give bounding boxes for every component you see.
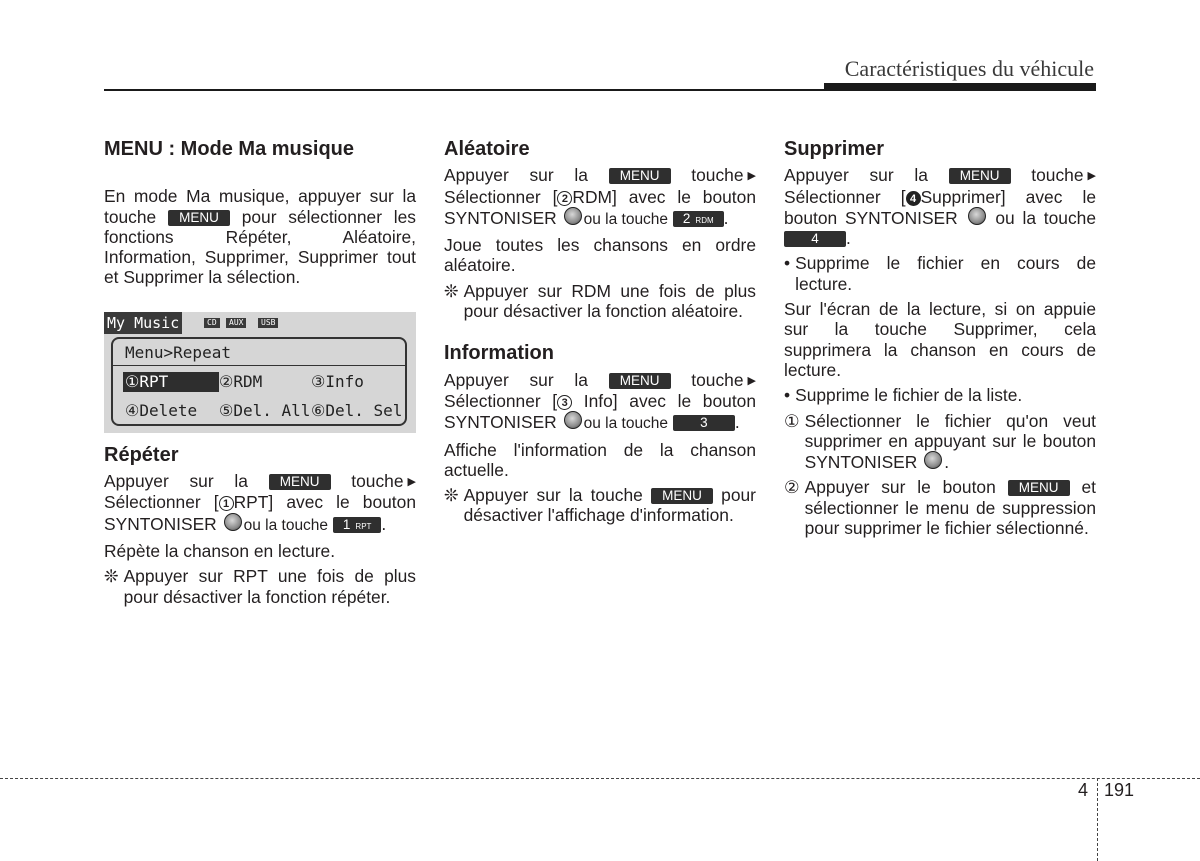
info-instructions: Appuyer sur la MENU touche ▶ Sélectionner [ 3 Info] avec le bouton SYNTONISER ou la touche 3 .	[444, 369, 757, 433]
delete-bullet-1	[784, 253, 1096, 294]
column-2	[444, 136, 756, 531]
screen-option-rpt: ①RPT	[123, 372, 219, 392]
info-note	[444, 485, 756, 526]
intro-text-a: En mode Ma musique, appuyer sur la touche	[104, 186, 416, 227]
intro-text-b: pour sélectionner les fonctions Répéter, Aléatoire, Information, Supprimer, Supprimer tout et Supprimer la sélection.	[104, 206, 416, 288]
running-header: Caractéristiques du véhicule	[844, 56, 1094, 81]
delete-step-2	[784, 477, 1096, 538]
random-text-e: ou la touche	[583, 210, 669, 228]
bullet-icon: •	[784, 253, 791, 274]
circled-number-icon: 3	[557, 395, 572, 410]
screen-divider	[113, 365, 405, 367]
tune-knob-icon	[224, 513, 242, 531]
section-title-information: Information	[444, 342, 554, 365]
step-2-icon: ②	[784, 477, 800, 498]
delete-bullet-2-text: Supprime le fichier de la liste.	[795, 385, 1023, 406]
preset-2-rdm-key-icon	[673, 211, 724, 227]
tune-knob-icon	[564, 207, 582, 225]
repeat-text-a: Appuyer sur la	[104, 471, 248, 492]
delete-text-c: Sélectionner [	[784, 186, 906, 207]
preset-4-key-icon: 4	[784, 231, 846, 247]
screen-option-delete: ④Delete	[125, 400, 198, 420]
repeat-instructions: Appuyer sur la MENU touche ▶ Sélectionner [ 1 RPT] avec le bouton SYNTONISER ou la touche 1 RPT .	[104, 471, 416, 534]
delete-text-d: Supprimer] avec le bouton SYNTONISER	[784, 186, 1097, 228]
random-text-a: Appuyer sur la	[444, 165, 588, 186]
menu-key-icon: MENU	[269, 474, 331, 490]
random-note	[444, 281, 756, 322]
delete-step-1-text: Sélectionner le fichier qu'on veut supprimer en appuyant sur le bouton SYNTONISER	[804, 410, 1096, 473]
delete-bullet-2	[784, 385, 1096, 405]
random-text-b: touche	[691, 165, 744, 186]
screen-option-rdm: ②RDM	[219, 371, 263, 391]
screen-title: My Music	[104, 312, 182, 334]
header-rule	[104, 89, 1096, 91]
menu-key-icon: MENU	[949, 168, 1011, 184]
delete-text-e: ou la touche	[995, 207, 1096, 228]
delete-paragraph: Sur l'écran de la lecture, si on appuie sur la touche Supprimer, cela supprimera la chanson en cours de lecture.	[784, 299, 1096, 380]
menu-key-icon: MENU	[609, 168, 671, 184]
screen-tag-cd: CD	[204, 318, 220, 328]
random-text-d: RDM] avec le bouton SYNTONISER	[444, 186, 756, 228]
menu-key-icon: MENU	[609, 373, 671, 389]
delete-instructions: Appuyer sur la MENU touche ▶ Sélectionner [ 4 Supprimer] avec le bouton SYNTONISER ou la touche 4 .	[784, 165, 1097, 249]
info-text-d: Info] avec le bouton SYNTONISER	[444, 390, 757, 433]
preset-3-key-icon: 3	[673, 415, 735, 431]
key-number: 2	[682, 210, 691, 226]
info-text-a: Appuyer sur la	[444, 369, 588, 390]
key-number: 1	[342, 516, 351, 532]
arrow-right-icon: ▶	[747, 170, 756, 183]
my-music-screen-image	[104, 312, 416, 433]
repeat-text-e: ou la touche	[243, 516, 329, 534]
tune-knob-icon	[564, 411, 582, 429]
delete-text-a: Appuyer sur la	[784, 165, 928, 186]
info-description: Affiche l'information de la chanson actuelle.	[444, 439, 756, 480]
footer-dashed-rule	[0, 778, 1200, 779]
section-title-random: Aléatoire	[444, 138, 530, 160]
footer-vertical-rule	[1097, 778, 1098, 861]
arrow-right-icon: ▶	[747, 374, 756, 387]
note-mark-icon: ❊	[444, 485, 459, 506]
column-3	[784, 136, 1096, 543]
menu-key-icon: MENU	[651, 488, 713, 504]
delete-step-2-body	[805, 477, 1096, 538]
screen-option-del-sel: ⑥Del. Sel	[311, 400, 403, 420]
circled-number-icon: 2	[557, 191, 572, 206]
repeat-text-b: touche	[351, 471, 404, 492]
key-label: RPT	[355, 521, 372, 531]
random-description: Joue toutes les chansons en ordre aléatoire.	[444, 235, 756, 276]
page-number: 191	[1104, 780, 1135, 800]
delete-step-1	[784, 411, 1096, 473]
info-text-c: Sélectionner [	[444, 390, 558, 411]
delete-text-b: touche	[1031, 165, 1084, 186]
screen-tag-aux: AUX	[226, 318, 246, 328]
menu-key-icon: MENU	[1008, 480, 1070, 496]
info-text-e: ou la touche	[583, 415, 669, 433]
random-instructions: Appuyer sur la MENU touche ▶ Sélectionner [ 2 RDM] avec le bouton SYNTONISER ou la touche 2 RDM .	[444, 165, 756, 228]
info-note-text	[464, 485, 756, 526]
screen-menu-frame	[111, 337, 407, 426]
delete-bullet-1-text: Supprime le fichier en cours de lecture.	[795, 253, 1096, 294]
step-1-icon: ①	[784, 410, 800, 431]
repeat-description: Répète la chanson en lecture.	[104, 540, 336, 561]
random-text-c: Sélectionner [	[444, 186, 558, 207]
screen-tag-usb: USB	[258, 318, 278, 328]
bullet-icon: •	[784, 385, 791, 406]
repeat-text-d: RPT] avec le bouton SYNTONISER	[104, 492, 416, 534]
screen-option-info: ③Info	[311, 371, 364, 391]
info-note-text-b: pour désactiver l'affichage d'information.	[463, 485, 756, 526]
note-mark-icon: ❊	[104, 566, 119, 587]
screen-path: Menu>Repeat	[125, 342, 231, 362]
delete-step-1-body: Sélectionner le fichier qu'on veut supprimer en appuyant sur le bouton SYNTONISER .	[804, 410, 1096, 473]
info-note-text-a: Appuyer sur la touche	[463, 485, 643, 506]
delete-step-2-text-b: et sélectionner le menu de suppression pour supprimer le fichier sélectionné.	[804, 477, 1096, 539]
key-label: RDM	[695, 215, 714, 225]
column-1	[104, 136, 416, 612]
section-title-repeat: Répéter	[104, 443, 179, 466]
info-text-b: touche	[691, 369, 744, 390]
menu-key-icon: MENU	[168, 210, 230, 226]
intro-paragraph	[104, 186, 416, 287]
note-mark-icon: ❊	[444, 280, 459, 301]
tune-knob-icon	[924, 451, 942, 469]
screen-option-del-all: ⑤Del. All	[219, 400, 311, 420]
chapter-number: 4	[1078, 780, 1089, 800]
repeat-note-text: Appuyer sur RPT une fois de plus pour désactiver la fonction répéter.	[123, 566, 416, 607]
section-title-my-music: MENU : Mode Ma musique	[104, 138, 355, 160]
circled-number-icon: 1	[219, 496, 234, 511]
random-note-text: Appuyer sur RDM une fois de plus pour désactiver la fonction aléatoire.	[463, 280, 756, 322]
tune-knob-icon	[968, 207, 986, 225]
preset-1-rpt-key-icon	[333, 517, 382, 533]
section-title-delete: Supprimer	[784, 138, 885, 160]
arrow-right-icon: ▶	[1087, 170, 1096, 183]
circled-number-icon: 4	[906, 191, 921, 206]
repeat-note	[104, 566, 416, 607]
arrow-right-icon: ▶	[407, 476, 416, 489]
repeat-text-c: Sélectionner [	[104, 492, 219, 513]
delete-step-2-text-a: Appuyer sur le bouton	[804, 477, 996, 498]
